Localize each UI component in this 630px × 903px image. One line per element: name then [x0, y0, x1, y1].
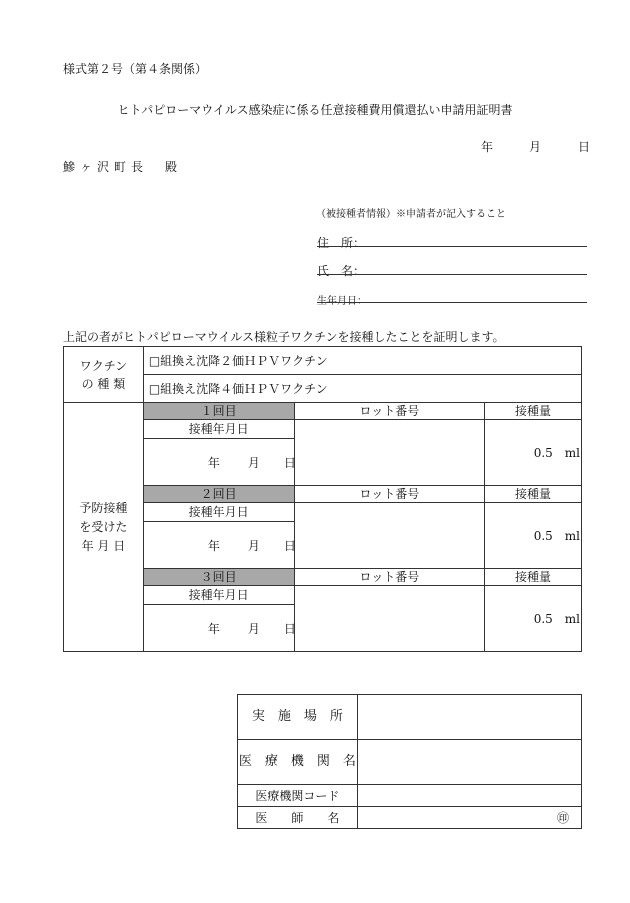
date-year-label: 年	[481, 140, 494, 154]
applicant-header: （被接種者情報）※申請者が記入すること	[316, 209, 506, 220]
vaccination-table	[63, 346, 582, 652]
birthdate-underline	[317, 302, 587, 303]
vaccine-type-label-line1: ワクチン	[79, 358, 128, 373]
doctor-name-label: 医 師 名	[238, 807, 358, 829]
vaccination-date-label	[64, 403, 144, 652]
round-3-label: ３回目	[143, 569, 294, 586]
round-2-date[interactable]	[143, 522, 294, 569]
seal-mark: ㊞	[556, 810, 569, 825]
institution-name-field[interactable]	[357, 740, 581, 785]
form-number: 様式第２号（第４条関係）	[63, 62, 208, 76]
lot-number-header: ロット番号	[294, 486, 485, 503]
round-3-month: 月	[247, 622, 260, 636]
address-field[interactable]	[317, 232, 587, 250]
round-1-year: 年	[207, 456, 220, 470]
name-label: 氏 名：	[317, 264, 366, 278]
round-2-date-header: 接種年月日	[143, 503, 294, 522]
round-1-dose: 0.5 ml	[485, 420, 582, 486]
address-label: 住 所：	[317, 236, 366, 250]
round-3-year: 年	[207, 622, 220, 636]
round-2-day: 日	[283, 539, 296, 553]
vaccination-date-label-line2: を受けた	[79, 519, 128, 534]
round-3-lot-number[interactable]	[294, 586, 485, 652]
round-2-year: 年	[207, 539, 220, 553]
round-1-day: 日	[283, 456, 296, 470]
date-month-label: 月	[529, 140, 542, 154]
round-2-month: 月	[247, 539, 260, 553]
facility-place-field[interactable]	[357, 695, 581, 740]
date-day-label: 日	[578, 140, 591, 154]
round-1-month: 月	[247, 456, 260, 470]
institution-code-label: 医療機関コード	[238, 785, 358, 807]
dose-header: 接種量	[485, 569, 582, 586]
facility-table	[237, 694, 582, 829]
doctor-name-field[interactable]	[357, 807, 581, 829]
round-2-lot-number[interactable]	[294, 503, 485, 569]
lot-number-header: ロット番号	[294, 569, 485, 586]
dose-header: 接種量	[485, 403, 582, 420]
vaccine-type-label	[64, 347, 144, 403]
round-3-day: 日	[283, 622, 296, 636]
round-2-label: ２回目	[143, 486, 294, 503]
institution-code-field[interactable]	[357, 785, 581, 807]
vaccine-option-bivalent[interactable]: □組換え沈降２価ＨＰＶワクチン	[143, 347, 581, 375]
document-title: ヒトパピローマウイルス感染症に係る任意接種費用償還払い申請用証明書	[117, 103, 513, 117]
facility-place-label: 実 施 場 所	[238, 695, 358, 740]
birthdate-field[interactable]	[317, 289, 587, 307]
certification-text: 上記の者がヒトパピローマウイルス様粒子ワクチンを接種したことを証明します。	[63, 330, 505, 344]
round-3-date-header: 接種年月日	[143, 586, 294, 605]
vaccine-type-label-line2: の 種 類	[81, 376, 126, 391]
round-3-date[interactable]	[143, 605, 294, 652]
lot-number-header: ロット番号	[294, 403, 485, 420]
vaccination-date-label-line1: 予防接種	[79, 500, 128, 515]
round-2-dose: 0.5 ml	[485, 503, 582, 569]
round-3-dose: 0.5 ml	[485, 586, 582, 652]
name-field[interactable]	[317, 260, 587, 278]
dose-header: 接種量	[485, 486, 582, 503]
vaccine-option-quadrivalent[interactable]: □組換え沈降４価ＨＰＶワクチン	[143, 375, 581, 403]
round-1-date[interactable]	[143, 439, 294, 486]
round-1-date-header: 接種年月日	[143, 420, 294, 439]
vaccination-date-label-line3: 年 月 日	[81, 538, 126, 553]
name-underline	[317, 274, 587, 275]
birthdate-label: 生年月日：	[317, 296, 367, 307]
addressee: 鰺ヶ沢町長 殿	[63, 160, 183, 174]
round-1-lot-number[interactable]	[294, 420, 485, 486]
institution-name-label: 医 療 機 関 名	[238, 740, 358, 785]
address-underline	[317, 246, 587, 247]
round-1-label: １回目	[143, 403, 294, 420]
